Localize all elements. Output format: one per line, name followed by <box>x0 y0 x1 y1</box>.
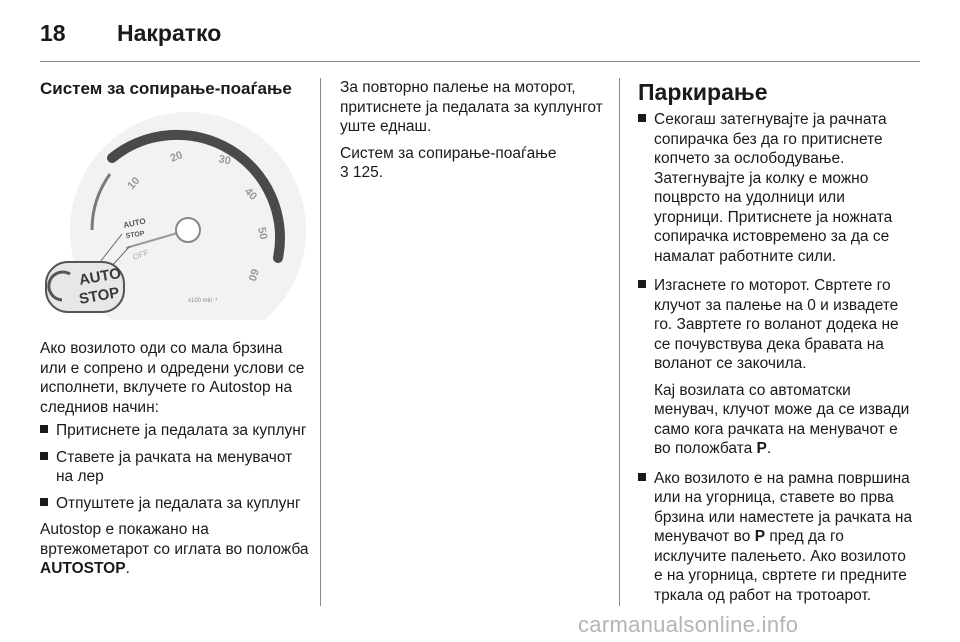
bullet-icon <box>638 473 646 481</box>
outro-text: Autostop е покажано на вртежометарот со иглата во положба <box>40 521 309 558</box>
parking-column <box>638 78 913 615</box>
page-title: Накратко <box>117 20 222 46</box>
tick-label-50: 50 <box>255 226 270 241</box>
list-item-text: Изгаснете го моторот. Свртете го клучот за палење на 0 и извадете го. Завртете го воланот додека не се почувствува дека бравата на воланот се закочила. <box>654 277 899 372</box>
list-item <box>638 469 913 606</box>
badge-stop-text: STOP <box>77 284 121 308</box>
list-item <box>638 110 913 266</box>
list-item-text: Отпуштете ја педалата за куплунг <box>56 494 301 512</box>
tachometer-illustration <box>40 110 308 320</box>
tick-label-60: 60 <box>245 267 261 283</box>
outro-end: . <box>125 560 130 577</box>
autostop-steps <box>40 421 310 513</box>
gear-p-label: P <box>756 440 767 457</box>
list-item-text-b: пред да го исклучите палењето. Ако возилото е на угорница, свртете ги предните тркала од работ на тротоарот. <box>654 528 907 604</box>
gauge-off-label: OFF <box>131 247 150 262</box>
bullet-icon <box>40 452 48 460</box>
tick-label-40: 40 <box>241 185 260 203</box>
autostop-intro: Ако возилото оди со мала брзина или е сопрено и одредени услови се исполнети, вклучете го Autostop на следниов начин: <box>40 340 305 416</box>
autostop-column <box>40 78 310 579</box>
restart-column <box>340 78 610 183</box>
automatic-note-end: . <box>766 440 772 457</box>
list-item <box>40 421 310 441</box>
bullet-icon <box>638 280 646 288</box>
bullet-icon <box>40 425 48 433</box>
gear-p-label: P <box>754 528 766 545</box>
bullet-icon <box>40 498 48 506</box>
header-divider <box>40 61 920 62</box>
bullet-icon <box>638 114 646 122</box>
cross-reference-text: Систем за сопирање-поаѓање <box>340 144 557 162</box>
watermark: carmanualsonline.info <box>578 612 799 637</box>
automatic-note <box>654 381 913 459</box>
gauge-hub <box>176 218 200 242</box>
tick-label-30: 30 <box>217 153 232 168</box>
page-header <box>40 14 920 54</box>
parking-list <box>638 110 913 605</box>
list-item-text: Ставете ја рачката на менувачот на лер <box>56 448 293 485</box>
restart-paragraph: За повторно палење на моторот, притиснете ја педалата за куплунгот уште еднаш. <box>340 79 603 135</box>
autostop-keyword: AUTOSTOP <box>40 560 126 577</box>
page-number: 18 <box>40 20 66 46</box>
automatic-note-text: Кај возилата со автоматски менувач, клучот може да се извади само кога рачката на менувачот е во положбата <box>654 381 910 457</box>
autostop-heading: Систем за сопирање-поаѓање <box>40 79 292 98</box>
autostop-outro <box>40 520 310 579</box>
list-item <box>40 494 310 514</box>
gauge-stop-label: STOP <box>125 230 146 240</box>
cross-reference-page: 3 125. <box>340 164 384 181</box>
list-item-text-a: Ако возилото е на рамна површина или на угорница, ставете во прва брзина или наместете ја рачката на менувачот во <box>654 469 913 545</box>
column-divider-2 <box>619 78 620 606</box>
list-item <box>40 448 310 487</box>
parking-heading: Паркирање <box>638 79 768 105</box>
list-item <box>638 276 913 459</box>
badge-auto-text: AUTO <box>77 264 123 289</box>
tick-label-20: 20 <box>168 149 185 165</box>
gauge-auto-label: AUTO <box>122 216 147 230</box>
cross-reference <box>340 144 610 183</box>
column-divider-1 <box>320 78 321 606</box>
list-item-text: Секогаш затегнувајте ја рачната сопирачка без да го притиснете копчето за ослободување. Затегнувајте ја колку е можно поцврсто на удолници или угорници. Притиснете ја ножната сопирачка истовремено за да се намалат работните сили. <box>654 111 893 265</box>
gauge-unit-label: x100 min⁻¹ <box>188 298 218 304</box>
list-item-text: Притиснете ја педалата за куплунг <box>56 422 307 439</box>
tick-label-10: 10 <box>125 174 143 193</box>
